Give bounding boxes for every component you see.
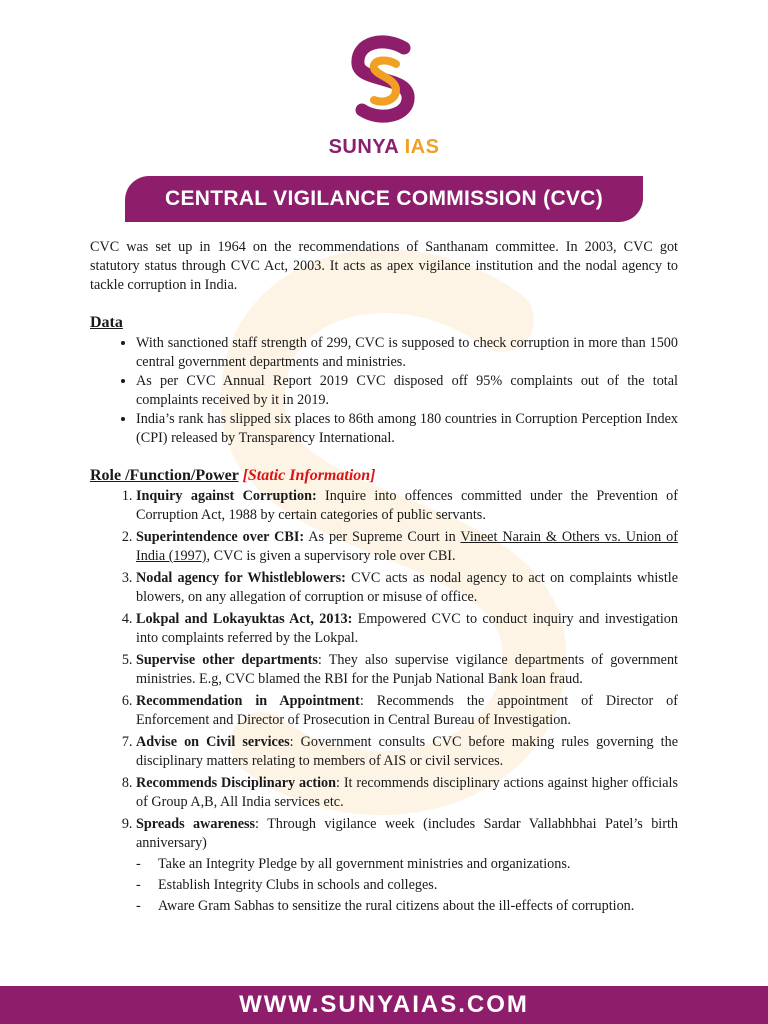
item-text: : Government consults CVC before making rules governing the disciplinary matters relating to members of AIS or civil services. [136,734,679,769]
sunya-s-logo-icon [334,30,434,130]
item-title: Recommends Disciplinary action [136,775,337,791]
item-text: : Through vigilance week (includes Sardar Vallabhbhai Patel’s birth anniversary) [136,816,678,851]
case-reference-link[interactable]: Vineet Narain & Others vs. Union of India (1997) [136,529,679,564]
item-text: , CVC is given a supervisory role over CBI. [206,548,456,564]
list-item [136,774,678,812]
list-item [136,815,678,916]
awareness-list [136,855,678,916]
list-item: • India’s rank has slipped six places to 86th among 180 countries in Corruption Perception Index (CPI) released by Transparency International. [136,410,678,448]
item-title: Supervise other departments [136,652,318,668]
website-link[interactable]: WWW.SUNYAIAS.COM [239,991,529,1018]
item-text: : It recommends disciplinary actions against higher officials of Group A,B, All India services etc. [136,775,678,810]
page-title-text: CENTRAL VIGILANCE COMMISSION (CVC) [165,187,603,210]
item-title: Inquiry against Corruption: [136,488,317,504]
list-item: • As per CVC Annual Report 2019 CVC disposed off 95% complaints out of the total complaints received by it in 2019. [136,372,678,410]
footer [0,986,768,1024]
list-item [136,733,678,771]
list-item [136,528,678,566]
list-item [136,692,678,730]
list-item [136,610,678,648]
intro-paragraph: CVC was set up in 1964 on the recommendations of Santhanam committee. In 2003, CVC got statutory status through CVC Act, 2003. It acts as apex vigilance institution and the nodal agency to tackle corruption in India. [90,239,678,293]
static-info-tag: [Static Information] [242,467,376,484]
item-title: Advise on Civil services [136,734,290,750]
item-title: Superintendence over CBI: [136,529,305,545]
role-list [90,487,678,916]
item-text: : Recommends the appointment of Director of Enforcement and Director of Prosecution in Central Bureau of Investigation. [136,693,678,728]
page-title [125,176,643,222]
item-text: : They also supervise vigilance departments of government ministries. E.g, CVC blamed the RBI for the Punjab National Bank loan fraud. [136,652,678,687]
list-item: - Take an Integrity Pledge by all government ministries and organizations. [136,855,678,874]
brand-name [0,136,768,159]
role-heading-text: Role /Function/Power [90,467,239,484]
list-item: • With sanctioned staff strength of 299, CVC is supposed to check corruption in more than 1500 central government departments and ministries. [136,334,678,372]
data-list [90,334,678,448]
item-text: Inquire into offences committed under the Prevention of Corruption Act, 1988 by certain categories of public servants. [136,488,678,523]
list-item [136,487,678,525]
item-title: Lokpal and Lokayuktas Act, 2013: [136,611,353,627]
item-text: CVC acts as nodal agency to act on complaints whistle blowers, on any allegation of corruption or misuse of office. [136,570,678,605]
item-title: Recommendation in Appointment [136,693,360,709]
brand-name-ias: IAS [404,136,440,158]
brand-name-sunya: SUNYA [328,136,399,158]
item-title: Spreads awareness [136,816,256,832]
role-heading [90,466,678,485]
main-content [90,238,678,919]
list-item [136,651,678,689]
list-item [136,569,678,607]
list-item: - Establish Integrity Clubs in schools and colleges. [136,876,678,895]
item-text: As per Supreme Court in [304,529,461,545]
item-title: Nodal agency for Whistleblowers: [136,570,346,586]
data-heading: Data [90,314,123,331]
item-text: Empowered CVC to conduct inquiry and investigation into complaints referred by the Lokpal. [136,611,678,646]
list-item: - Aware Gram Sabhas to sensitize the rural citizens about the ill-effects of corruption. [136,897,678,916]
